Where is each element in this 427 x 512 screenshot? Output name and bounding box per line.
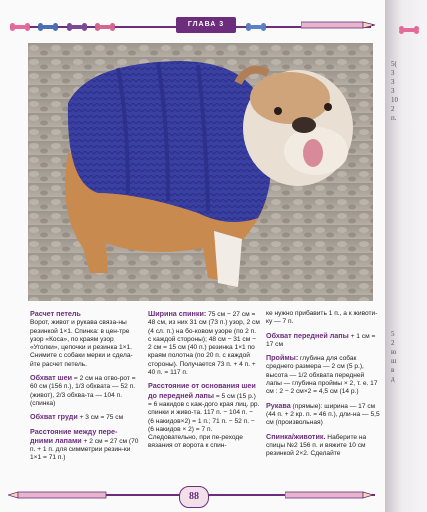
section-body: 75 см − 27 см = 48 см, из них 31 см (73 п.) узор, 2 см (4 сл. п.) на бо-ковом узоре (по 2 п. с каждой стороны); 48 см − 31 см − 2 см = 15 см (40 п.) резинка 1×1 по краям полотна (по 20 п. с каждой стороны). Получается 73 п. + 4 п. + 40 п. = 117 п. (148, 311, 260, 377)
section-heading: Проймы: (266, 353, 299, 363)
section-heading: Обхват груди (30, 412, 78, 422)
bone-icon (38, 23, 58, 31)
page-number: 88 (179, 486, 209, 508)
section-heading: Спинка/животик. (266, 431, 326, 441)
section-body: Ворот, живот и рукава связа-ны резинкой 1×1. Спинка: в цен-тре узор «Коса», по краям узор «Уголки», цепочки и резинка 1×1. Снимите с собаки мерки и сдела-йте расчет петель. (30, 319, 133, 368)
column-left (30, 310, 140, 468)
section-right-4 (266, 433, 380, 459)
section-body: (прямые): ширина — 17 см (44 п. + 2 кр. п. = 46 п.), дли-на — 5,5 см (произвольная) (266, 402, 380, 427)
bone-row-right (244, 18, 268, 36)
page-header (0, 14, 385, 40)
bone-icon (10, 23, 30, 31)
section-heading: Обхват передней лапы (266, 330, 349, 340)
section-middle-1 (148, 382, 260, 450)
section-body: + 2 см = 27 см (70 п. + 1 п. для симметрии резин-ки 1×1 = 71 п.) (30, 437, 139, 462)
section-right-1 (266, 332, 380, 350)
section-heading: Расстояние от основания шеи до передней лапы (148, 381, 256, 400)
pencil-icon (301, 20, 379, 30)
section-left-2 (30, 413, 140, 422)
column-right (266, 310, 380, 463)
section-body: = 5 см (15 р.) = 6 накидов с каж-дого края лиц. рр. спинки и живо-та. 117 п. − 104 п. − (6 накидов×2) = 1 п.; 71 п. − 52 п. − (6 накидов × 2) = 7 п. Следовательно, при пе-реходе вязания от ворота к спин- (148, 392, 260, 450)
section-right-0 (266, 310, 380, 327)
section-right-2 (266, 354, 380, 396)
section-body: = 2 см на отво-рот = 60 см (156 п.), 1/3 обхвата — 52 п. (живот), 2/3 обхва-та — 104 п. (спинка) (30, 375, 136, 407)
bone-row-left (8, 18, 117, 36)
section-heading: Ширина спинки: (148, 309, 207, 318)
section-heading: Обхват шеи (30, 373, 73, 383)
peek-text: 5( 3 3 3 10 2 п. (391, 60, 398, 122)
section-left-1 (30, 374, 140, 408)
section-left-3 (30, 428, 140, 463)
section-left-0 (30, 310, 140, 369)
section-right-3 (266, 402, 380, 428)
bone-icon (399, 26, 419, 34)
section-body: глубина для собак среднего размера — 2 см (5 р.), высота — 1/2 обхвата передней лапы — глубина проймы × 2, т. е. 17 см : 2 − 2 см×2 = 4,5 см (14 р.) (266, 355, 378, 396)
section-body: + 1 см = 17 см (266, 332, 376, 348)
chapter-label: ГЛАВА 3 (176, 17, 236, 33)
section-body: ке нужно прибавить 1 п., а к животи-ку — 7 п. (266, 310, 378, 326)
column-middle (148, 310, 260, 456)
bone-icon (67, 23, 87, 31)
next-page-edge (385, 0, 427, 512)
pencil-icon (285, 489, 375, 501)
section-body: Наберите на спицы №2 156 п. и вяжите 10 см резинкой 2×2. Сделайте (266, 433, 367, 458)
peek-text: 5 2 ю ш в д (391, 330, 397, 383)
section-heading: Расчет петель (30, 309, 81, 318)
page-footer (0, 486, 385, 512)
section-heading: Расстояние между пере-дними лапами (30, 426, 118, 445)
bone-icon (95, 23, 115, 31)
pencil-icon (8, 489, 108, 501)
bulldog-photo (28, 43, 373, 301)
section-body: + 3 см = 75 см (77, 414, 124, 422)
section-middle-0 (148, 310, 260, 377)
bone-icon (246, 23, 266, 31)
section-heading: Рукава (266, 400, 291, 410)
